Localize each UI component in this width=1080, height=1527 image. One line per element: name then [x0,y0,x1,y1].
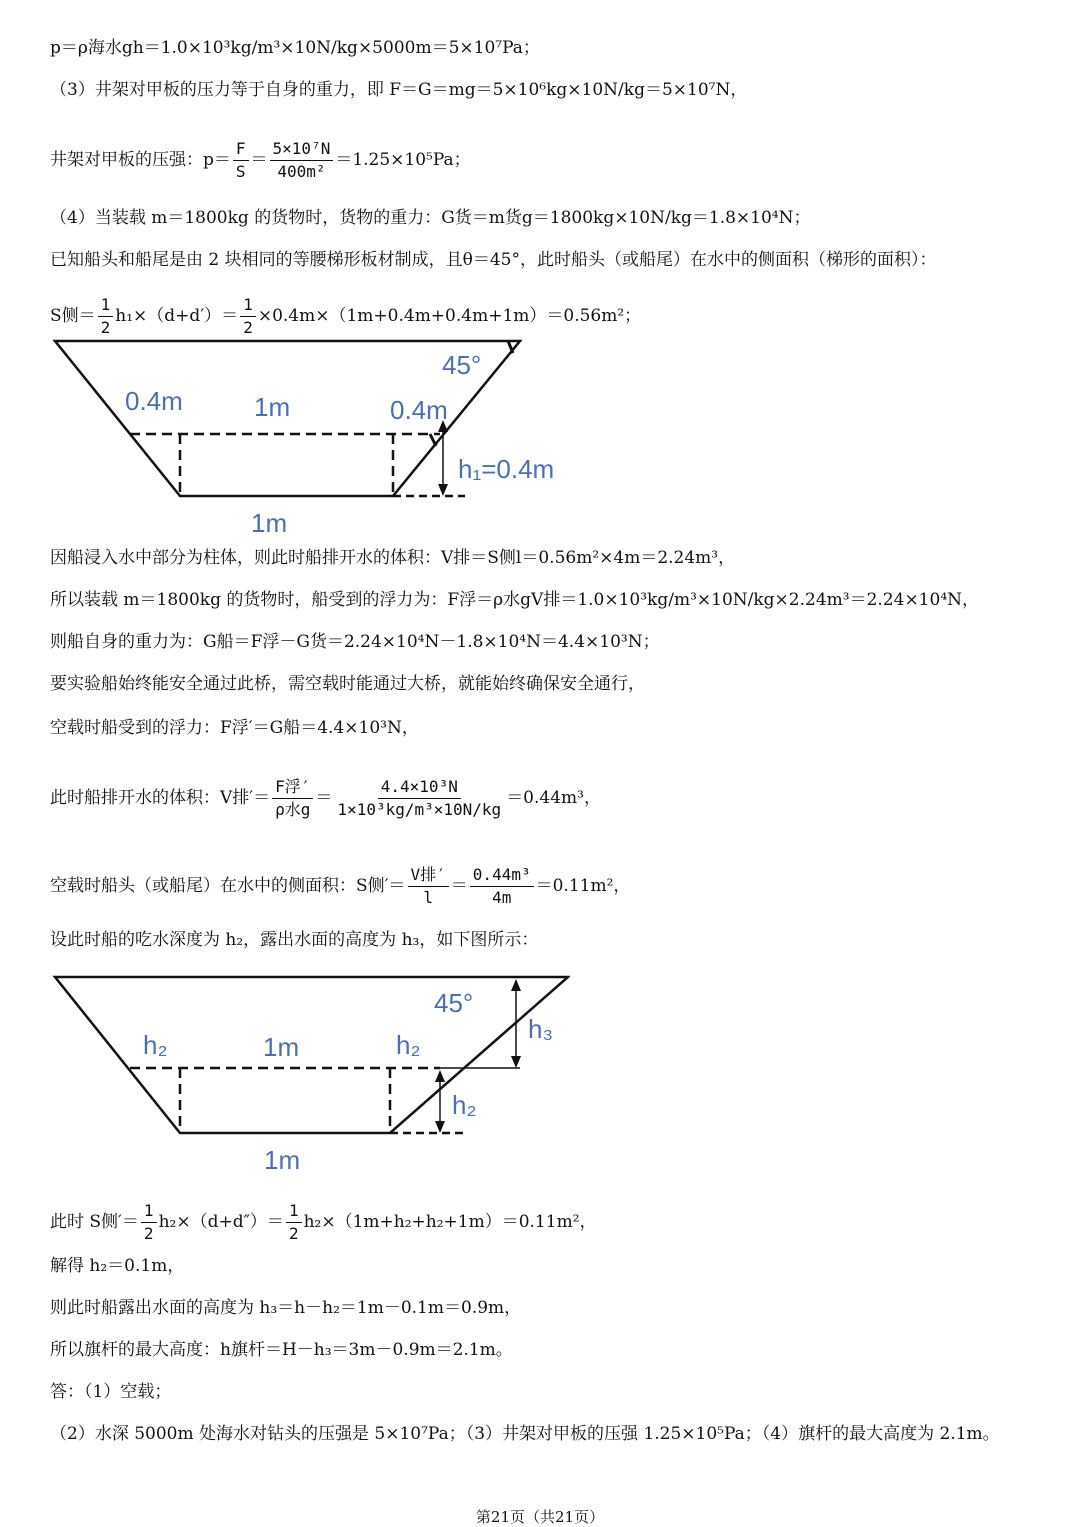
text-line-2: （3）井架对甲板的压力等于自身的重力，即 F＝G＝mg＝5×10⁶kg×10N/kg＝5×10⁷N， [50,80,748,100]
text-line-1: p＝ρ海水gh＝1.0×10³kg/m³×10N/kg×5000m＝5×10⁷Pa； [50,38,540,58]
frac-numerator: 4.4×10³N [378,776,461,799]
fraction-buoyancy-over-rho-g [272,776,313,821]
frac-denominator: 4m [492,888,512,907]
angle-label: 45° [434,988,474,1018]
text-line-12 [50,776,601,821]
frac-denominator: 2 [243,318,253,337]
line15-prefix: 此时 S侧′＝ [50,1212,139,1232]
text-line-5: 已知船头和船尾是由 2 块相同的等腰梯形板材制成，且θ＝45°，此时船头（或船尾）在水中的侧面积（梯形的面积）： [50,250,937,270]
text-line-3 [50,138,471,183]
line6-prefix: S侧＝ [50,306,96,326]
text-line-13 [50,864,630,909]
frac-numerator: 1 [240,294,256,317]
frac-numerator: 0.44m³ [470,864,534,887]
bottom-label: 1m [264,1145,301,1175]
text-line-9: 则船自身的重力为：G船＝F浮－G货＝2.24×10⁴N－1.8×10⁴N＝4.4×10³N； [50,632,660,652]
fraction-one-half [98,294,114,339]
height-label: h₂ [452,1090,477,1120]
frac-denominator: 400m² [277,162,326,181]
text-line-19: 答：（1）空载； [50,1382,172,1402]
frac-numerator: 1 [286,1200,302,1223]
line6-result: ×0.4m×（1m+0.4m+0.4m+1m）＝0.56m²； [257,306,642,326]
angle-mark-waterline [430,434,436,446]
fraction-force-over-area [270,138,334,183]
h3-arrow-head-top [511,979,521,991]
line13-prefix: 空载时船头（或船尾）在水中的侧面积：S侧′＝ [50,876,406,896]
trapezoid-figure-2 [50,972,570,1176]
text-line-10: 要实验船始终能安全通过此桥，需空载时能通过大桥，就能始终确保安全通行， [50,674,645,694]
line13-result: ＝0.11m²， [535,876,631,896]
frac-denominator: S [235,162,246,181]
text-line-11: 空载时船受到的浮力：F浮′＝G船＝4.4×10³N， [50,718,419,738]
h2-arrow-head-top [435,1070,445,1082]
frac-denominator: 2 [100,318,111,337]
frac-denominator: 2 [288,1224,299,1243]
equals-sign: ＝ [250,150,268,170]
text-line-7: 因船浸入水中部分为柱体，则此时船排开水的体积：V排＝S侧l＝0.56m²×4m＝2.24m³， [50,548,736,568]
left-top-label: 0.4m [125,386,183,416]
right-top-label: 0.4m [390,395,448,425]
text-line-15 [50,1200,597,1245]
page-footer: 第21页（共21页） [475,1508,605,1526]
line6-middle: h₁×（d+d′）＝ [115,306,239,326]
fraction-values [334,776,504,821]
fraction-volume-over-length [408,864,449,909]
frac-numerator: V排′ [408,864,449,887]
fraction-one-half-2 [240,294,256,339]
h2-arrow-head-bottom [435,1121,445,1133]
left-top-label: h₂ [143,1030,168,1060]
text-line-18: 所以旗杆的最大高度：h旗杆＝H－h₃＝3m－0.9m＝2.1m。 [50,1340,513,1360]
line15-result: h₂×（1m+h₂+h₂+1m）＝0.11m²， [303,1212,597,1232]
frac-numerator: F浮′ [272,776,313,799]
mid-top-label: 1m [254,392,291,422]
line15-middle: h₂×（d+d″）＝ [158,1212,284,1232]
height-label: h₁=0.4m [458,454,555,484]
frac-numerator: 1 [98,294,114,317]
h3-label: h₃ [528,1014,554,1044]
text-line-14: 设此时船的吃水深度为 h₂，露出水面的高度为 h₃，如下图所示： [50,930,539,950]
fraction-one-half [141,1200,157,1245]
frac-numerator: 1 [141,1200,157,1223]
frac-numerator: 5×10⁷N [270,138,334,161]
fraction-one-half-2 [286,1200,302,1245]
text-line-20: （2）水深 5000m 处海水对钻头的压强是 5×10⁷Pa；（3）井架对甲板的压强 1.25×10⁵Pa；（4）旗杆的最大高度为 2.1m。 [50,1424,1000,1444]
fraction-F-over-S [233,138,249,183]
text-line-6 [50,294,641,339]
line12-prefix: 此时船排开水的体积：V排′＝ [50,788,271,808]
frac-denominator: 2 [143,1224,154,1243]
frac-denominator: ρ水g [275,800,311,819]
text-line-16: 解得 h₂＝0.1m， [50,1256,185,1276]
frac-denominator: 1×10³kg/m³×10N/kg [337,800,502,819]
equals-sign: ＝ [450,876,468,896]
frac-numerator: F [233,138,249,161]
bottom-label: 1m [251,508,288,538]
line3-prefix: 井架对甲板的压强：p＝ [50,150,231,170]
right-top-label: h₂ [396,1030,421,1060]
text-line-8: 所以装载 m＝1800kg 的货物时，船受到的浮力为：F浮＝ρ水gV排＝1.0×10³kg/m³×10N/kg×2.24m³＝2.24×10⁴N， [50,590,980,610]
text-line-17: 则此时船露出水面的高度为 h₃＝h－h₂＝1m－0.1m＝0.9m， [50,1298,522,1318]
angle-label: 45° [442,350,482,380]
h3-arrow-head-bottom [511,1056,521,1068]
frac-denominator: l [423,888,433,907]
line12-result: ＝0.44m³， [506,788,601,808]
fraction-values [470,864,534,909]
trapezoid-outline [55,977,568,1133]
trapezoid-figure-1 [50,338,570,538]
line3-result: ＝1.25×10⁵Pa； [335,150,471,170]
equals-sign: ＝ [315,788,333,808]
mid-top-label: 1m [263,1032,300,1062]
text-line-4: （4）当装载 m＝1800kg 的货物时，货物的重力：G货＝m货g＝1800kg×10N/kg＝1.8×10⁴N； [50,208,811,228]
height-arrow-head-bottom [438,484,448,496]
